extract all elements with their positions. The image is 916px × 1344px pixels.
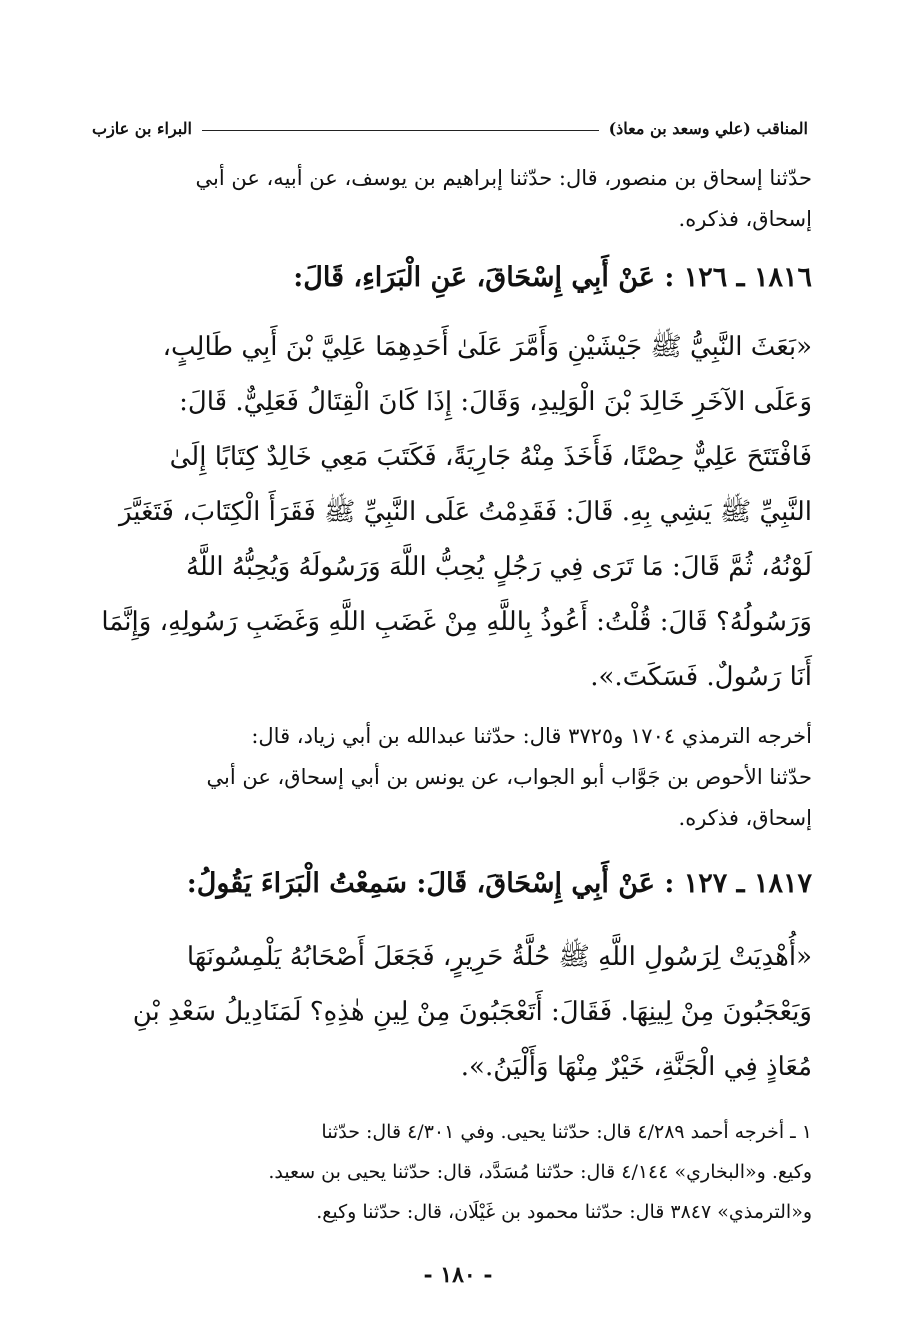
text-line: أَنَا رَسُولٌ. فَسَكَتَ.».: [590, 662, 812, 692]
footnote-line: و«الترمذي» ٣٨٤٧ قال: حدّثنا محمود بن غَيْلَان، قال: حدّثنا وكيع.: [316, 1201, 812, 1223]
text-line: أخرجه الترمذي ١٧٠٤ و٣٧٢٥ قال: حدّثنا عبدالله بن أبي زياد، قال:: [251, 724, 812, 748]
text-line: إسحاق، فذكره.: [678, 806, 812, 830]
text-line: وَيَعْجَبُونَ مِنْ لِينِهَا. فَقَالَ: أَتَعْجَبُونَ مِنْ لِينِ هٰذِهِ؟ لَمَنَادِيلُ سَعْدِ بْنِ: [132, 997, 812, 1027]
text-line: مُعَاذٍ فِي الْجَنَّةِ، خَيْرٌ مِنْهَا وَأَلْيَنُ.».: [460, 1052, 812, 1082]
hadith-1816-heading: ١٨١٦ ـ ١٢٦ : عَنْ أَبِي إِسْحَاقَ، عَنِ الْبَرَاءِ، قَالَ:: [293, 262, 812, 293]
text-line: حدّثنا إسحاق بن منصور، قال: حدّثنا إبراهيم بن يوسف، عن أبيه، عن أبي: [195, 166, 812, 190]
hadith-1816-text: [82, 320, 812, 705]
text-line: إسحاق، فذكره.: [678, 207, 812, 231]
previous-isnad-continuation: [82, 158, 812, 240]
header-chapter-title: البراء بن عازب: [92, 119, 192, 138]
text-line: لَوْنُهُ، ثُمَّ قَالَ: مَا تَرَى فِي رَجُلٍ يُحِبُّ اللَّهَ وَرَسُولَهُ وَيُحِبُّهُ اللَّهُ: [185, 552, 812, 582]
footnote-line: ١ ـ أخرجه أحمد ٤/٢٨٩ قال: حدّثنا يحيى. وفي ٤/٣٠١ قال: حدّثنا: [321, 1121, 812, 1143]
text-line: «أُهْدِيَتْ لِرَسُولِ اللَّهِ ﷺ حُلَّةُ حَرِيرٍ، فَجَعَلَ أَصْحَابُهُ يَلْمِسُونَهَا: [186, 942, 812, 972]
hadith-1817-text: [82, 930, 812, 1095]
footnote-line: وكيع. و«البخاري» ٤/١٤٤ قال: حدّثنا مُسَدَّد، قال: حدّثنا يحيى بن سعيد.: [268, 1161, 812, 1183]
header-section-title: المناقب (علي وسعد بن معاذ): [608, 119, 808, 138]
text-line: «بَعَثَ النَّبِيُّ ﷺ جَيْشَيْنِ وَأَمَّرَ عَلَىٰ أَحَدِهِمَا عَلِيَّ بْنَ أَبِي طَالِبٍ،: [162, 332, 812, 362]
text-line: وَرَسُولُهُ؟ قَالَ: قُلْتُ: أَعُوذُ بِاللَّهِ مِنْ غَضَبِ اللَّهِ وَغَضَبِ رَسُولِهِ، وَإِنَّمَا: [101, 607, 812, 637]
footnote: [82, 1112, 812, 1232]
hadith-1816-takhrij: [82, 716, 812, 839]
text-line: النَّبِيِّ ﷺ يَشِي بِهِ. قَالَ: فَقَدِمْتُ عَلَى النَّبِيِّ ﷺ فَقَرَأَ الْكِتَابَ، فَتَغَيَّرَ: [118, 497, 812, 527]
text-line: حدّثنا الأحوص بن جَوَّاب أبو الجواب، عن يونس بن أبي إسحاق، عن أبي: [206, 765, 812, 789]
text-line: وَعَلَى الآخَرِ خَالِدَ بْنَ الْوَلِيدِ، وَقَالَ: إِذَا كَانَ الْقِتَالُ فَعَلِيٌّ. قَالَ:: [179, 387, 812, 417]
hadith-1817-heading: ١٨١٧ ـ ١٢٧ : عَنْ أَبِي إِسْحَاقَ، قَالَ: سَمِعْتُ الْبَرَاءَ يَقُولُ:: [186, 868, 812, 899]
header-rule: [202, 130, 599, 131]
page-number: - ١٨٠ -: [423, 1262, 493, 1288]
text-line: فَافْتَتَحَ عَلِيٌّ حِصْنًا، فَأَخَذَ مِنْهُ جَارِيَةً، فَكَتَبَ مَعِي خَالِدٌ كِتَابًا إِلَىٰ: [169, 442, 812, 472]
running-header: [92, 112, 808, 138]
